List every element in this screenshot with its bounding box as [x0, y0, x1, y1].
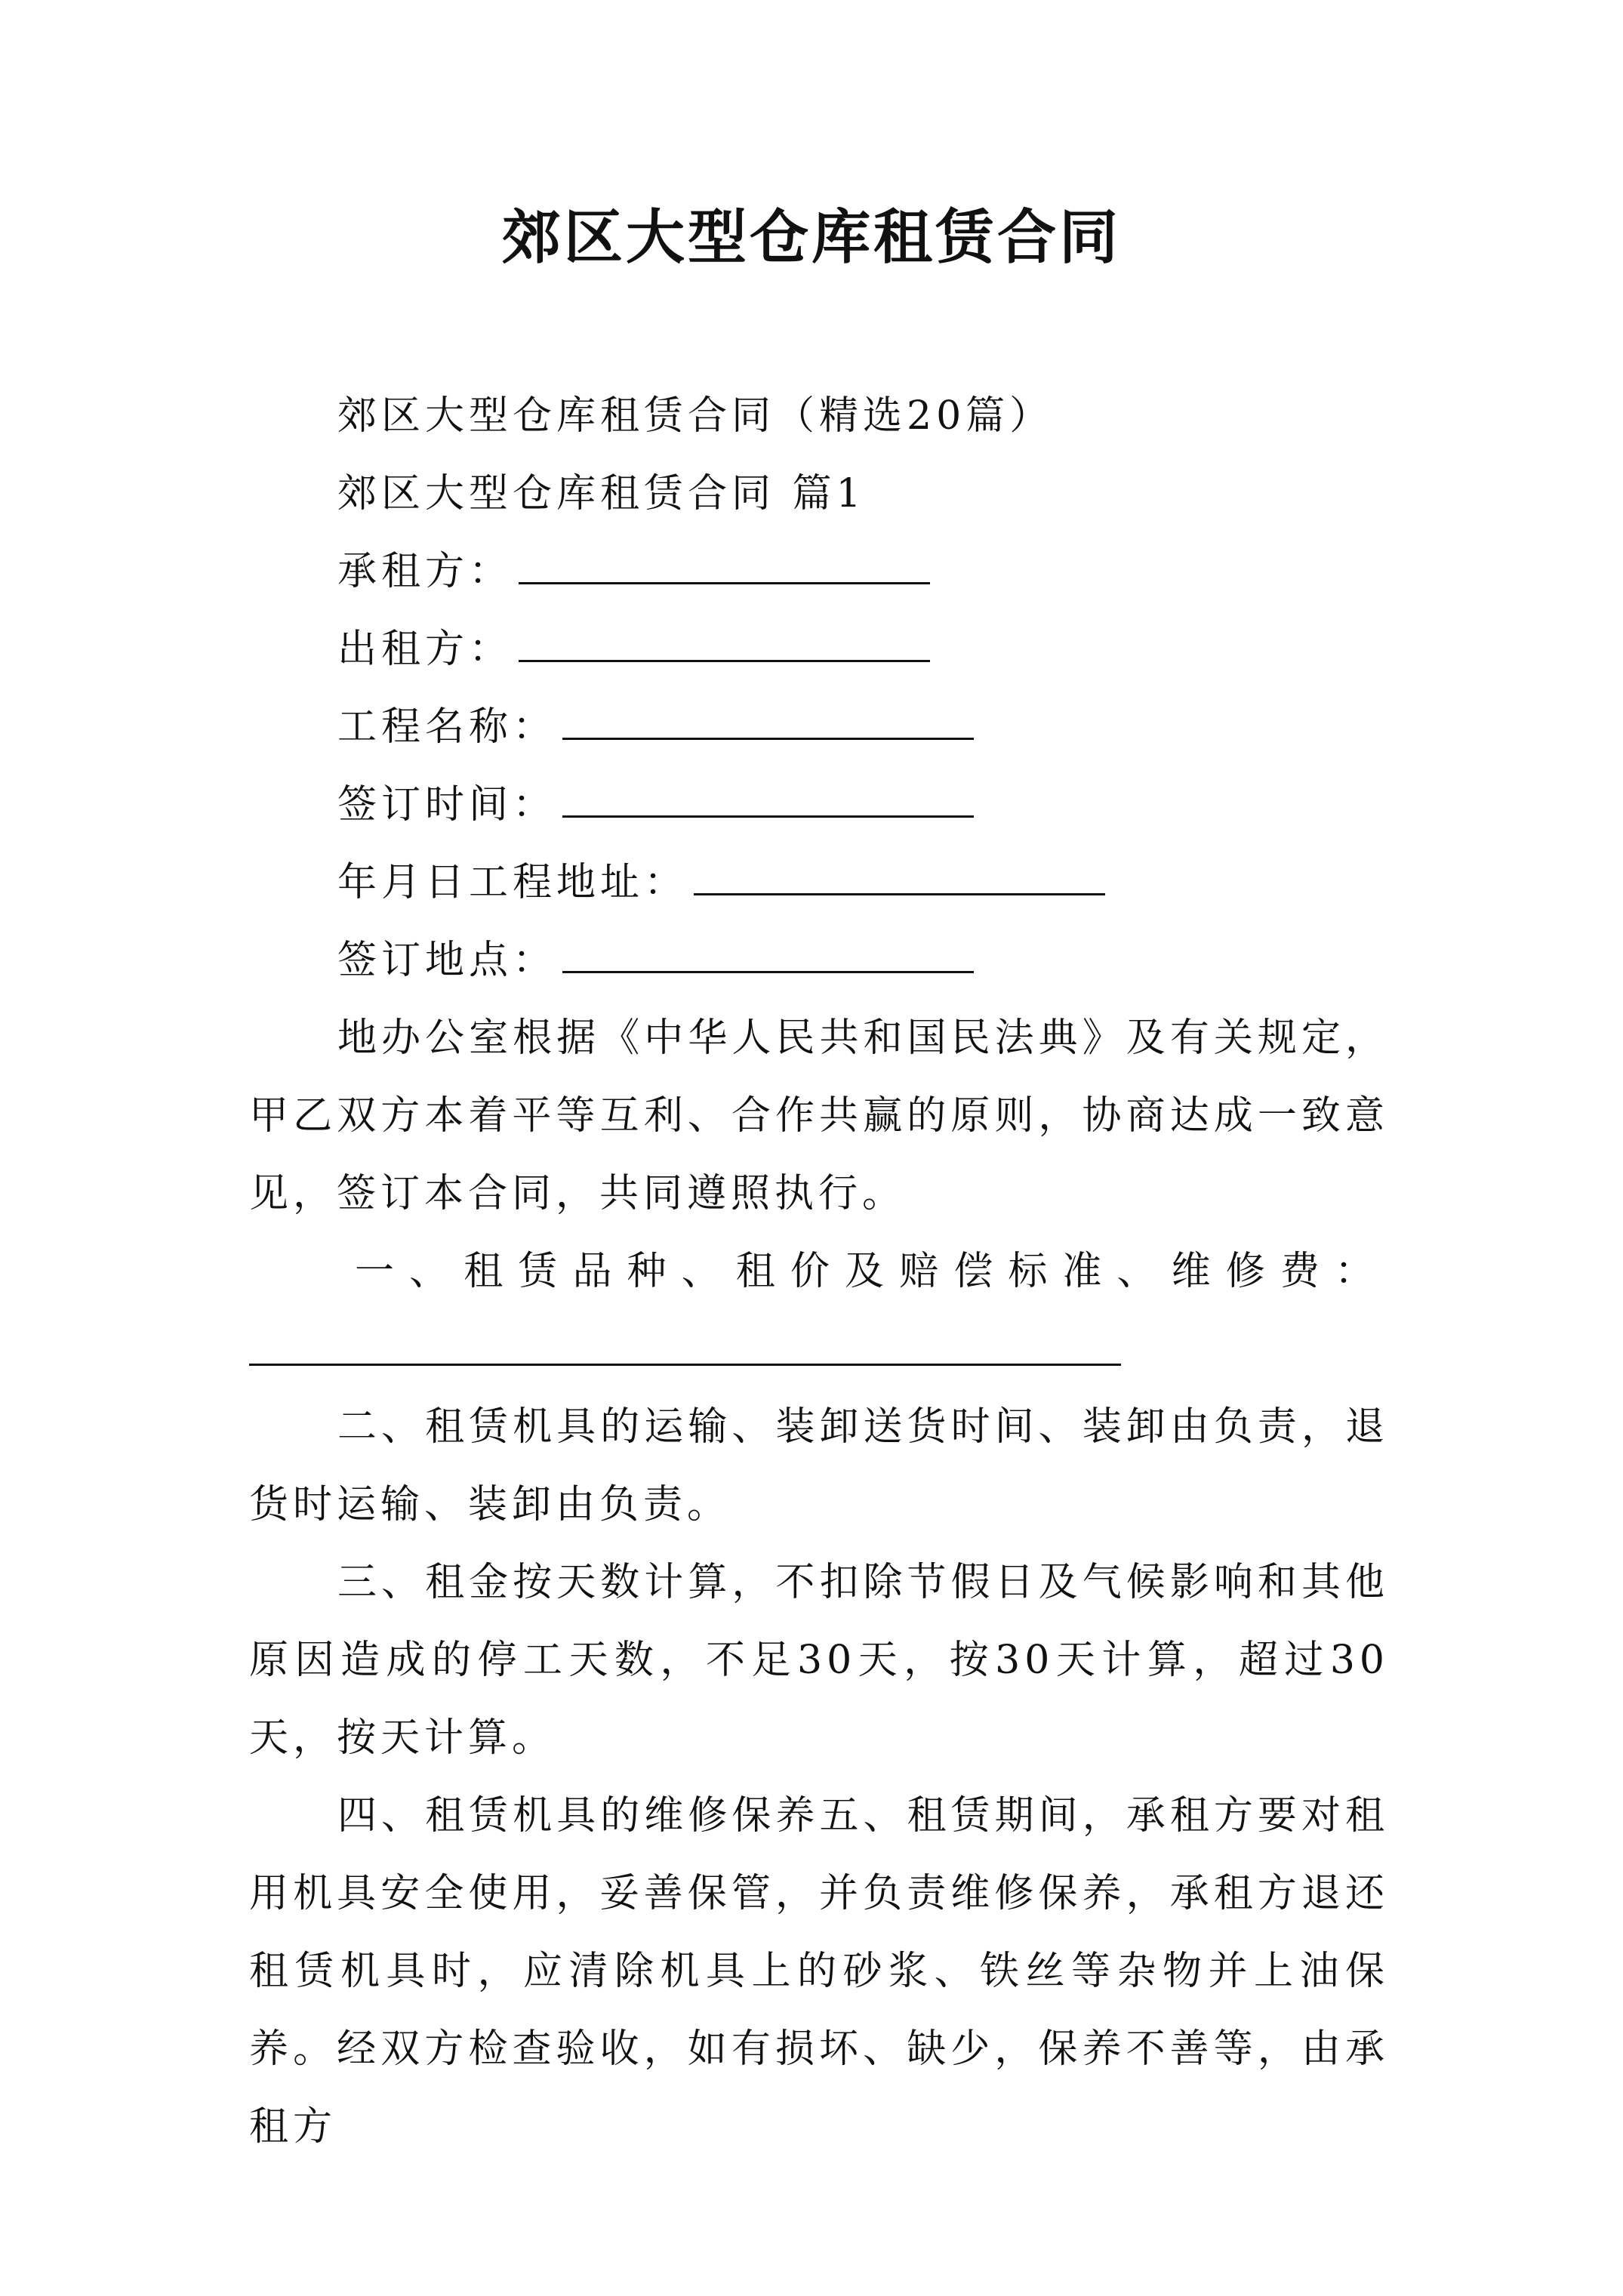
field-label: 年月日工程地址： [337, 860, 688, 905]
blank-line [562, 691, 974, 740]
clause-2-paragraph: 二、租赁机具的运输、装卸送货时间、装卸由负责，退货时运输、装卸由负责。 [249, 1404, 1389, 1527]
field-label: 签订时间： [337, 782, 557, 827]
blank-line [694, 846, 1105, 895]
section-title: 郊区大型仓库租赁合同 篇1 [337, 471, 866, 516]
document-body [249, 378, 1389, 2166]
field-sign-date [249, 766, 1389, 844]
field-label: 签订地点： [337, 938, 557, 983]
clause-1-blank [249, 1311, 1389, 1388]
intro-paragraph: 地办公室根据《中华人民共和国民法典》及有关规定，甲乙双方本着平等互利、合作共赢的原则，协商达成一致意见，签订本合同，共同遵照执行。 [249, 1015, 1389, 1216]
field-project-name [249, 689, 1389, 766]
document-subtitle: 郊区大型仓库租赁合同（精选20篇） [337, 393, 1054, 439]
blank-line [519, 613, 930, 662]
field-lessee [249, 533, 1389, 611]
document-title: 郊区大型仓库租赁合同 [501, 203, 1121, 272]
blank-line [249, 1364, 1121, 1366]
clause-1-heading: 一、租赁品种、租价及赔偿标准、维修费： [355, 1249, 1389, 1294]
blank-line [562, 769, 974, 818]
field-sign-place [249, 922, 1389, 1000]
field-label: 工程名称： [337, 704, 557, 750]
field-lessor [249, 611, 1389, 689]
clause-3-paragraph: 三、租金按天数计算，不扣除节假日及气候影响和其他原因造成的停工天数，不足30天，按30天计算，超过30天，按天计算。 [249, 1560, 1389, 1761]
field-project-address [249, 844, 1389, 922]
clause-4-paragraph: 四、租赁机具的维修保养五、租赁期间，承租方要对租用机具安全使用，妥善保管，并负责维修保养，承租方退还租赁机具时，应清除机具上的砂浆、铁丝等杂物并上油保养。经双方检查验收，如有损坏、缺少，保养不善等，由承租方 [249, 1793, 1389, 2150]
field-label: 出租方： [337, 627, 513, 672]
blank-line [562, 924, 974, 973]
field-label: 承租方： [337, 549, 513, 594]
blank-line [519, 535, 930, 584]
